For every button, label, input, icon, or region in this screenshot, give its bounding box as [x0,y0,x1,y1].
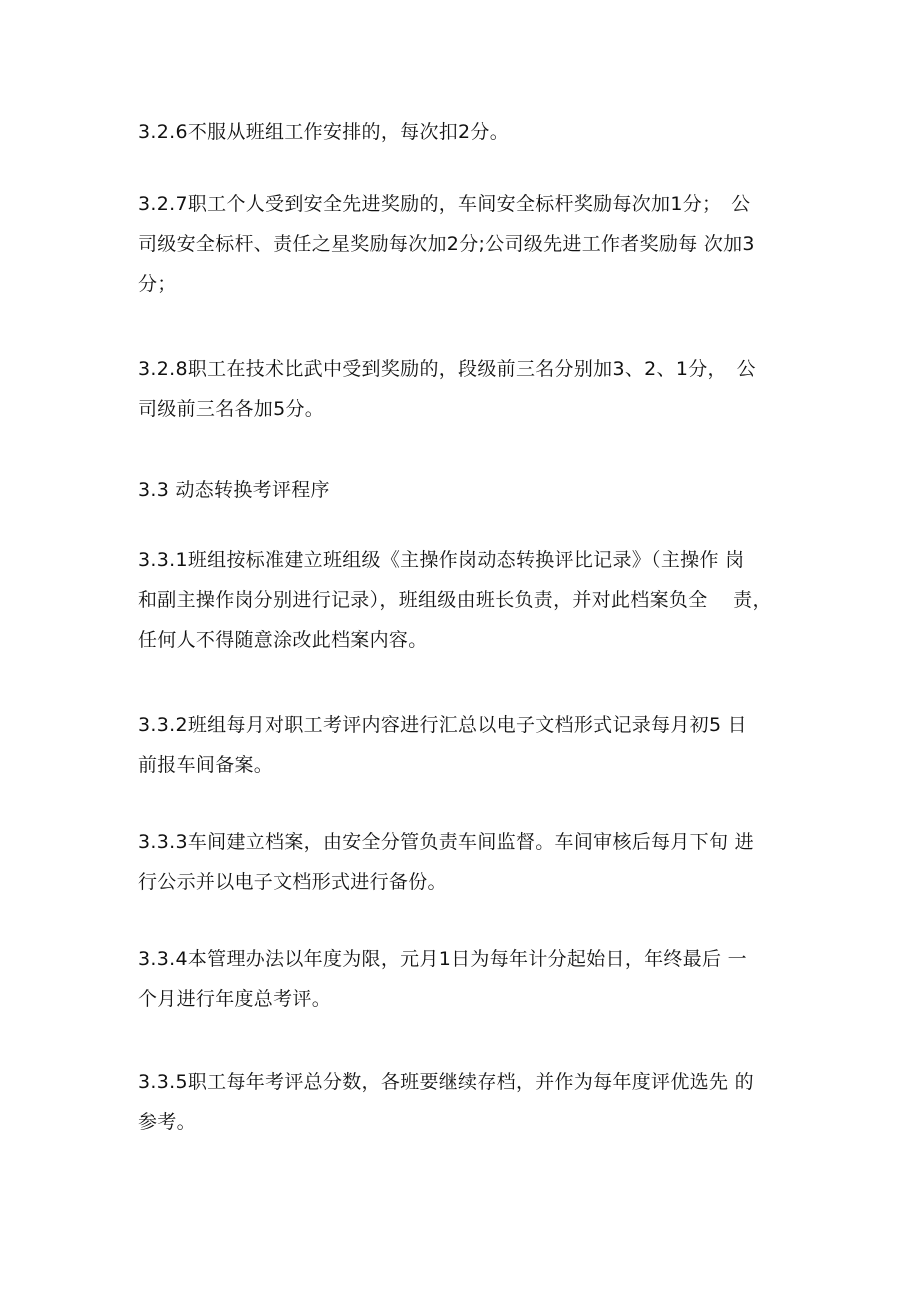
text-line: 个月进行年度总考评。 [138,988,332,1010]
text-line: 3.2.7职工个人受到安全先进奖励的，车间安全标杆奖励每次加1分； 公 [138,193,751,215]
text-line: 和副主操作岗分别进行记录），班组级由班长负责，并对此档案负全 责， [138,589,772,611]
text-line: 3.3.4本管理办法以年度为限，元月1日为每年计分起始日，年终最后 一 [138,948,747,970]
text-line: 行公示并以电子文档形式进行备份。 [138,871,447,893]
paragraph-3-2-8 [138,349,788,429]
paragraph-3-3-4 [138,939,788,1019]
text-line: 3.3.5职工每年考评总分数，各班要继续存档，并作为每年度评优选先 的 [138,1071,754,1093]
text-line: 3.3.3车间建立档案，由安全分管负责车间监督。车间审核后每月下旬 进 [138,831,754,853]
text-line: 3.3.2班组每月对职工考评内容进行汇总以电子文档形式记录每月初5 日 [138,714,747,736]
text-line: 司级安全标杆、责任之星奖励每次加2分;公司级先进工作者奖励每 次加3 [138,233,755,255]
section-heading-text: 3.3 动态转换考评程序 [138,479,330,501]
text-line: 3.2.8职工在技术比武中受到奖励的，段级前三名分别加3、2、1分， 公 [138,358,756,380]
text-line: 司级前三名各加5分。 [138,398,325,420]
paragraph-3-2-7 [138,184,788,304]
text-line: 任何人不得随意涂改此档案内容。 [138,629,428,651]
text-line: 前报车间备案。 [138,754,274,776]
text-line: 分； [138,273,177,295]
text-line: 3.3.1班组按标准建立班组级《主操作岗动态转换评比记录》（主操作 岗 [138,549,745,571]
paragraph-3-3-1 [138,540,788,660]
paragraph-3-3-5 [138,1062,788,1142]
paragraph-3-3-3 [138,822,788,902]
section-heading-3-3 [138,470,788,510]
paragraph-3-3-2 [138,705,788,785]
paragraph-3-2-6 [138,112,788,152]
text-line: 参考。 [138,1111,196,1133]
text-line: 3.2.6不服从班组工作安排的，每次扣2分。 [138,121,510,143]
